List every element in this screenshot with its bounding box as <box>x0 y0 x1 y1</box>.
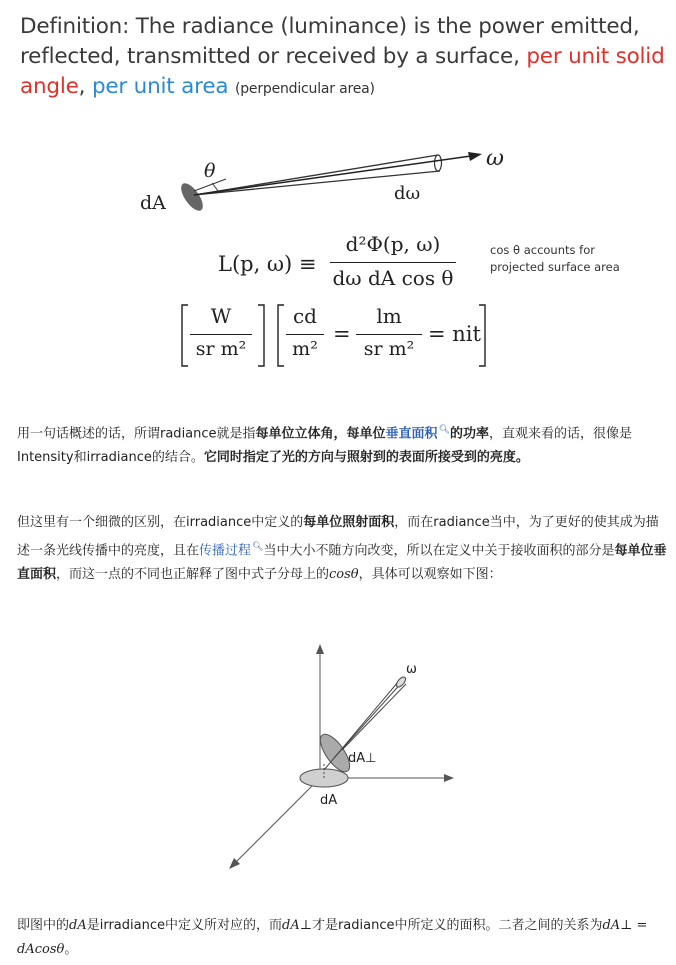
p1-bold-2: 的功率 <box>450 426 490 442</box>
unit1-numerator: W <box>210 304 232 328</box>
formula-numerator: d²Φ(p, ω) <box>345 232 441 256</box>
beam-line-2 <box>334 680 404 758</box>
formula-lhs: L(p, ω) ≡ <box>218 252 317 276</box>
unit2-bar <box>286 334 324 335</box>
cone-cap <box>435 155 442 171</box>
solid-angle-diagram <box>120 135 520 225</box>
p3-text-4: 。 <box>64 942 78 957</box>
search-icon[interactable]: 🔍︎ <box>438 425 450 435</box>
definition-intro: Definition: The radiance (luminance) is the power emitted, reflected, transmitted or received by a surface, <box>20 14 640 69</box>
p1-bold-1: 每单位立体角，每单位 <box>255 426 386 442</box>
search-icon[interactable]: 🔍︎ <box>252 542 264 552</box>
beam-cap <box>395 675 407 688</box>
p2-text-2: ，而在radiance当中，为了更好的使其成为描述一条光线传播中的亮度，且在 <box>17 515 659 559</box>
cos-note <box>490 242 620 276</box>
units-nit: = nit <box>428 322 481 346</box>
p2-text-4: ，而这一点的不同也正解释了图中式子分母上的 <box>56 567 330 583</box>
unit1-bar <box>190 334 252 335</box>
p1-bold-3: 它同时指定了光的方向与照射到的表面所接受到的亮度。 <box>203 450 529 466</box>
direction-arrow <box>194 155 478 195</box>
axis-diagonal <box>232 778 320 866</box>
dA-label-2: dA <box>320 793 338 808</box>
comma: , <box>78 74 92 99</box>
perpendicular-area-note: (perpendicular area) <box>234 81 375 97</box>
unit1-denominator: sr m² <box>195 338 247 360</box>
math-cos-theta: cosθ <box>329 567 359 583</box>
p2-bold-1: 每单位照射面积 <box>303 515 395 530</box>
cos-note-line1: cos θ accounts for <box>490 243 595 257</box>
cos-note-line2: projected surface area <box>490 260 620 274</box>
p3-text-2: 是irradiance中定义所对应的，而 <box>86 918 282 933</box>
p2-text-5: ，具体可以观察如下图： <box>358 567 502 583</box>
dA-perp-label: dA⊥ <box>348 751 377 766</box>
paragraph-3 <box>17 914 667 962</box>
theta-arc <box>212 183 218 191</box>
math-relation: dA⊥ = dAcosθ <box>17 918 648 957</box>
per-unit-solid-angle: per unit solid angle <box>20 44 665 99</box>
unit3-numerator: lm <box>376 304 402 328</box>
math-dA: dA <box>69 918 87 933</box>
p3-text-1: 即图中的 <box>17 918 70 933</box>
p1-text-2: ，直观来看的话，很像是Intensity和irradiance的结合。 <box>17 426 633 466</box>
link-vertical-area[interactable]: 垂直面积 <box>385 426 438 442</box>
p2-text-1: 但这里有一个细微的区别，在irradiance中定义的 <box>17 515 304 530</box>
formula-fraction-bar <box>330 262 456 263</box>
unit3-denominator: sr m² <box>363 338 415 360</box>
beam-line-3 <box>342 684 406 750</box>
p3-text-3: 才是radiance中所定义的面积。二者之间的关系为 <box>311 918 603 933</box>
theta-label: θ <box>204 160 216 182</box>
p1-text-1: 用一句话概述的话，所谓radiance就是指 <box>17 426 256 442</box>
paragraph-1 <box>17 418 667 470</box>
paragraph-2 <box>17 511 667 587</box>
p2-bold-2: 每单位垂直面积 <box>17 543 667 583</box>
axis-horizontal-arrow <box>444 774 454 782</box>
slide-definition <box>20 12 670 104</box>
math-dA-perp: dA⊥ <box>282 918 312 933</box>
units-equals-1: = <box>333 322 351 346</box>
arrow-head <box>468 152 482 161</box>
formula-denominator: dω dA cos θ <box>332 266 454 290</box>
omega-label: ω <box>486 146 504 171</box>
p2-text-3: 当中大小不随方向改变，所以在定义中关于接收面积的部分是 <box>263 543 615 559</box>
dA-surface-patch <box>177 180 207 214</box>
omega-label-2: ω <box>406 662 417 677</box>
unit3-bar <box>356 334 422 335</box>
unit2-denominator: m² <box>292 338 318 360</box>
axis-vertical-arrow <box>316 644 324 654</box>
dA-label: dA <box>140 192 166 214</box>
area-projection-diagram <box>220 640 460 880</box>
d-omega-label: dω <box>394 183 421 204</box>
unit2-numerator: cd <box>292 304 317 328</box>
per-unit-area: per unit area <box>91 74 229 99</box>
link-propagation[interactable]: 传播过程 <box>199 543 252 559</box>
